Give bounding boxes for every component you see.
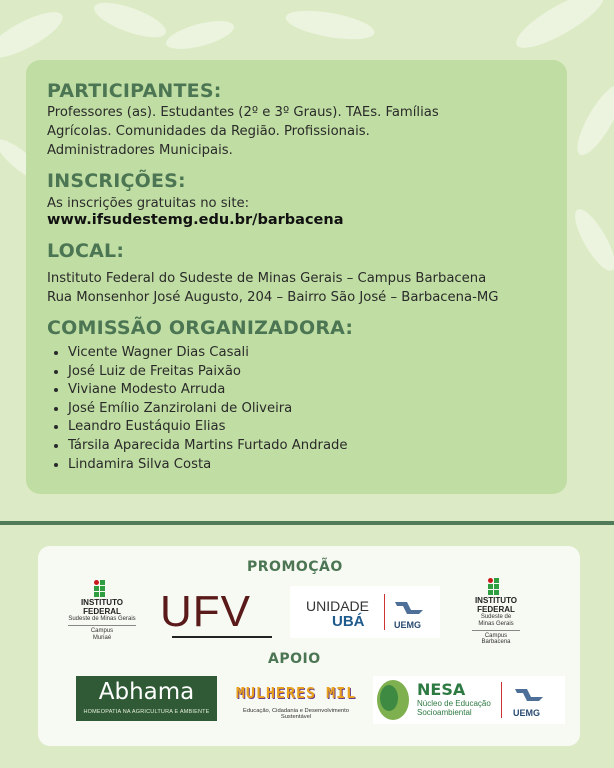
if-muriae-logo bbox=[58, 580, 146, 641]
list-item: • Vicente Wagner Dias Casali bbox=[68, 344, 348, 363]
uemg-uba-line-2: UBÁ bbox=[332, 613, 365, 630]
apoio-heading: APOIO bbox=[268, 651, 321, 667]
if-barbacena-campus: Campus bbox=[484, 632, 508, 639]
nesa-name: NESA bbox=[417, 680, 466, 699]
uemg-mark-icon bbox=[513, 685, 545, 703]
if-muriae-region: Sudeste de Minas Gerais bbox=[68, 616, 136, 622]
abhama-name: Abhama bbox=[98, 679, 195, 705]
inscricoes-url-link[interactable]: www.ifsudestemg.edu.br/barbacena bbox=[47, 212, 344, 228]
promocao-heading: PROMOÇÃO bbox=[247, 559, 343, 575]
list-item: • Leandro Eustáquio Elias bbox=[68, 418, 348, 437]
mulheres-mil-logo bbox=[234, 684, 358, 720]
if-muriae-name-1: INSTITUTO bbox=[80, 598, 124, 607]
if-muriae-campus: Campus bbox=[90, 627, 114, 634]
abhama-tagline: HOMEOPATIA NA AGRICULTURA E AMBIENTE bbox=[83, 709, 210, 715]
list-item: • José Emílio Zanzirolani de Oliveira bbox=[68, 400, 348, 419]
inscricoes-text: As inscrições gratuitas no site: bbox=[47, 196, 250, 211]
list-item: • Lindamira Silva Costa bbox=[68, 456, 348, 475]
if-muriae-name-2: FEDERAL bbox=[83, 606, 121, 616]
comissao-member-list bbox=[50, 344, 348, 474]
participantes-line-2: Agrícolas. Comunidades da Região. Profissionais. bbox=[47, 124, 370, 139]
if-grid-icon bbox=[94, 580, 111, 597]
if-barbacena-region-2: Minas Gerais bbox=[478, 620, 514, 627]
local-line-2: Rua Monsenhor José Augusto, 204 – Bairro São José – Barbacena-MG bbox=[47, 290, 499, 305]
list-item: • José Luiz de Freitas Paixão bbox=[68, 363, 348, 382]
participantes-line-3: Administradores Municipais. bbox=[47, 143, 233, 158]
mulheres-mil-name: MULHERES MIL bbox=[235, 684, 357, 702]
uemg-uba-line-3: UEMG bbox=[394, 620, 421, 630]
if-barbacena-city: Barbacena bbox=[481, 639, 511, 646]
ufv-logo bbox=[160, 587, 272, 638]
inscricoes-heading: INSCRIÇÕES: bbox=[47, 170, 186, 192]
nesa-uemg-text: UEMG bbox=[513, 708, 540, 718]
if-barbacena-name-2: FEDERAL bbox=[477, 604, 515, 614]
list-item: • Viviane Modesto Arruda bbox=[68, 381, 348, 400]
uemg-uba-line-1: UNIDADE bbox=[306, 598, 370, 614]
uemg-mark-icon bbox=[393, 598, 425, 616]
nesa-subtitle-1: Núcleo de Educação bbox=[417, 699, 491, 708]
local-line-1: Instituto Federal do Sudeste de Minas Gerais – Campus Barbacena bbox=[47, 271, 487, 286]
if-barbacena-name-1: INSTITUTO bbox=[474, 596, 518, 605]
participantes-line-1: Professores (as). Estudantes (2º e 3º Graus). TAEs. Famílias bbox=[47, 105, 439, 120]
if-barbacena-logo bbox=[460, 578, 532, 646]
nesa-subtitle bbox=[417, 699, 491, 717]
uemg-uba-logo bbox=[290, 586, 440, 638]
section-divider bbox=[0, 521, 614, 525]
nesa-subtitle-2: Socioambiental bbox=[417, 708, 472, 717]
comissao-heading: COMISSÃO ORGANIZADORA: bbox=[47, 317, 354, 339]
if-grid-icon bbox=[488, 578, 505, 595]
abhama-logo bbox=[76, 676, 217, 721]
if-barbacena-region-1: Sudeste de bbox=[480, 614, 512, 620]
local-heading: LOCAL: bbox=[47, 240, 125, 262]
ufv-text: UFV bbox=[160, 587, 251, 636]
nesa-logo bbox=[373, 676, 565, 724]
nesa-leaf-icon bbox=[375, 678, 411, 722]
list-item: • Társila Aparecida Martins Furtado Andrade bbox=[68, 437, 348, 456]
if-muriae-city: Muriaé bbox=[92, 634, 112, 641]
mulheres-mil-tagline: Educação, Cidadania e Desenvolvimento Sustentável bbox=[242, 708, 350, 720]
participantes-heading: PARTICIPANTES: bbox=[47, 80, 222, 102]
